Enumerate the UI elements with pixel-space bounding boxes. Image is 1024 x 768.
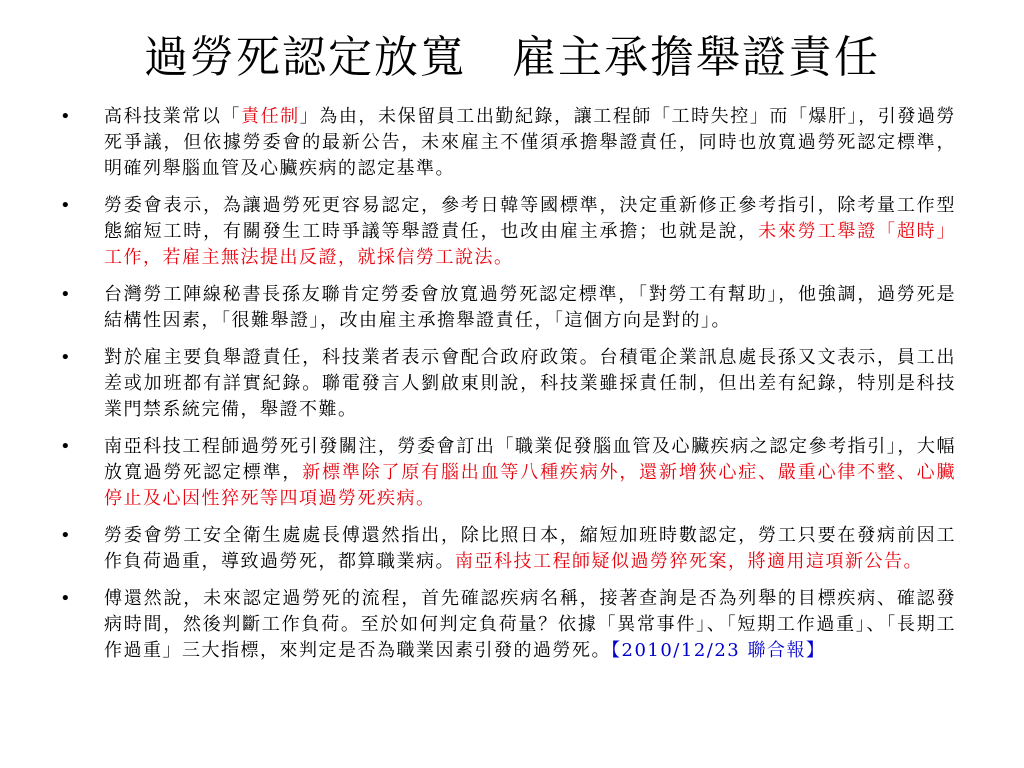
bullet-text: 」為由，未保留員工出勤紀錄，讓工程師「工時失控」而「爆肝」，引發過勞死爭議，但依據勞委會的最新公告，未來雇主不僅須承擔舉證責任，同時也放寬過勞死認定標準，明確列舉腦血管及心臟疾病的認定基準。 [104,106,957,179]
bullet-text: 高科技業常以「 [104,106,241,127]
bullet-text: 勞委會表示，為讓過勞死更容易認定，參考日韓等國標準，決定重新修正參考指引，除考量工作型態縮短工時，有關發生工時爭議等舉證責任，也改由雇主承擔；也就是說， [104,195,956,242]
bullet-text: 傅還然說，未來認定過勞死的流程，首先確認疾病名稱，接著查詢是否為列舉的目標疾病、確認發病時間，然後判斷工作負荷。至於如何判定負荷量？依據「異常事件」、「短期工作過重」、「長期工作過重」三大指標，來判定是否為職業因素引發的過勞死。 [104,588,956,661]
bullet-item-3 [56,282,956,334]
highlight-text: 新標準除了原有腦出血等八種疾病外，還新增狹心症、嚴重心律不整、心臟停止及心因性猝死等四項過勞死疾病。 [104,462,957,509]
bullet-item-7 [56,586,956,664]
source-citation: 【2010/12/23 聯合報】 [611,640,826,661]
bullet-item-1 [56,104,956,182]
bullet-item-5 [56,434,956,512]
highlight-text: 責任制 [241,106,300,127]
bullet-icon: • [60,347,73,368]
slide-title: 過勞死認定放寬 雇主承擔舉證責任 [144,32,880,83]
bullet-icon: • [60,436,73,457]
bullet-list [56,104,956,675]
bullet-item-2 [56,193,956,271]
bullet-text: 南亞科技工程師過勞死引發關注，勞委會訂出「職業促發腦血管及心臟疾病之認定參考指引」，大幅放寬過勞死認定標準， [104,436,956,483]
highlight-text: 未來勞工舉證「超時」工作，若雇主無法提出反證，就採信勞工說法。 [104,221,957,268]
bullet-icon: • [60,588,73,609]
bullet-icon: • [60,195,73,216]
highlight-text: 南亞科技工程師疑似過勞猝死案，將適用這項新公告。 [455,551,923,572]
bullet-icon: • [60,106,73,127]
bullet-text: 台灣勞工陣線秘書長孫友聯肯定勞委會放寬過勞死認定標準，「對勞工有幫助」，他強調，過勞死是結構性因素，「很難舉證」，改由雇主承擔舉證責任，「這個方向是對的」。 [104,284,956,331]
bullet-item-4 [56,345,956,423]
bullet-icon: • [60,525,73,546]
bullet-text: 勞委會勞工安全衛生處處長傅還然指出，除比照日本，縮短加班時數認定，勞工只要在發病前因工作負荷過重，導致過勞死，都算職業病。 [104,525,956,572]
bullet-text: 對於雇主要負舉證責任，科技業者表示會配合政府政策。台積電企業訊息處長孫又文表示，員工出差或加班都有詳實紀錄。聯電發言人劉啟東則說，科技業雖採責任制，但出差有紀錄，特別是科技業門禁系統完備，舉證不難。 [104,347,956,420]
bullet-item-6 [56,523,956,575]
bullet-icon: • [60,284,73,305]
